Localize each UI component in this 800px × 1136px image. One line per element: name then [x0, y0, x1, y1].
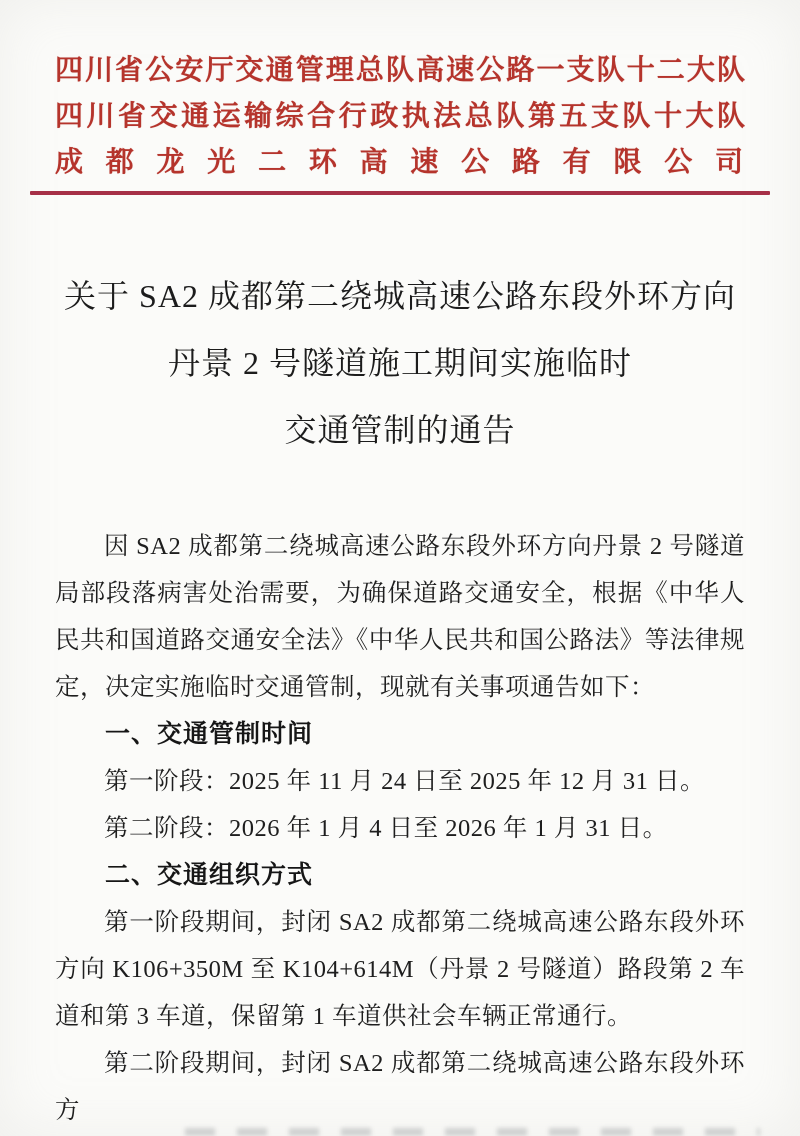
- intro-paragraph: 因 SA2 成都第二绕城高速公路东段外环方向丹景 2 号隧道局部段落病害处治需要，为确保道路交通安全，根据《中华人民共和国道路交通安全法》《中华人民共和国公路法》等法律规定，决定实施临时交通管制，现就有关事项通告如下：: [55, 533, 745, 701]
- letterhead-line-company: 成都龙光二环高速公路有限公司: [55, 147, 745, 178]
- letterhead-line-transport-enforcement: 四川省交通运输综合行政执法总队第五支队十大队: [55, 101, 745, 132]
- section-2-heading: 二、交通组织方式: [105, 861, 314, 889]
- phase-1-measures-paragraph: 第一阶段期间，封闭 SA2 成都第二绕城高速公路东段外环方向 K106+350M 至 K104+614M（丹景 2 号隧道）路段第 2 车道和第 3 车道，保留第 1 车道供社会车辆正常通行。: [55, 909, 745, 1030]
- title-line-1: 关于 SA2 成都第二绕城高速公路东段外环方向: [64, 278, 736, 314]
- title-line-2: 丹景 2 号隧道施工期间实施临时: [167, 345, 632, 381]
- notice-body: [55, 523, 745, 1134]
- title-line-3: 交通管制的通告: [284, 412, 516, 448]
- cutoff-next-text-line: [185, 1128, 760, 1136]
- phase-2-measures-paragraph-cutoff: 第二阶段期间，封闭 SA2 成都第二绕城高速公路东段外环方: [55, 1050, 745, 1124]
- section-1-heading: 一、交通管制时间: [105, 720, 314, 748]
- letterhead-line-police-detachment: 四川省公安厅交通管理总队高速公路一支队十二大队: [55, 55, 745, 86]
- phase-1-dates-line: 第一阶段：2025 年 11 月 24 日至 2025 年 12 月 31 日。: [104, 768, 705, 795]
- letterhead-divider-rule: [30, 191, 770, 195]
- phase-2-dates-line: 第二阶段：2026 年 1 月 4 日至 2026 年 1 月 31 日。: [104, 815, 668, 842]
- letterhead: [0, 0, 800, 195]
- notice-title: [55, 263, 745, 464]
